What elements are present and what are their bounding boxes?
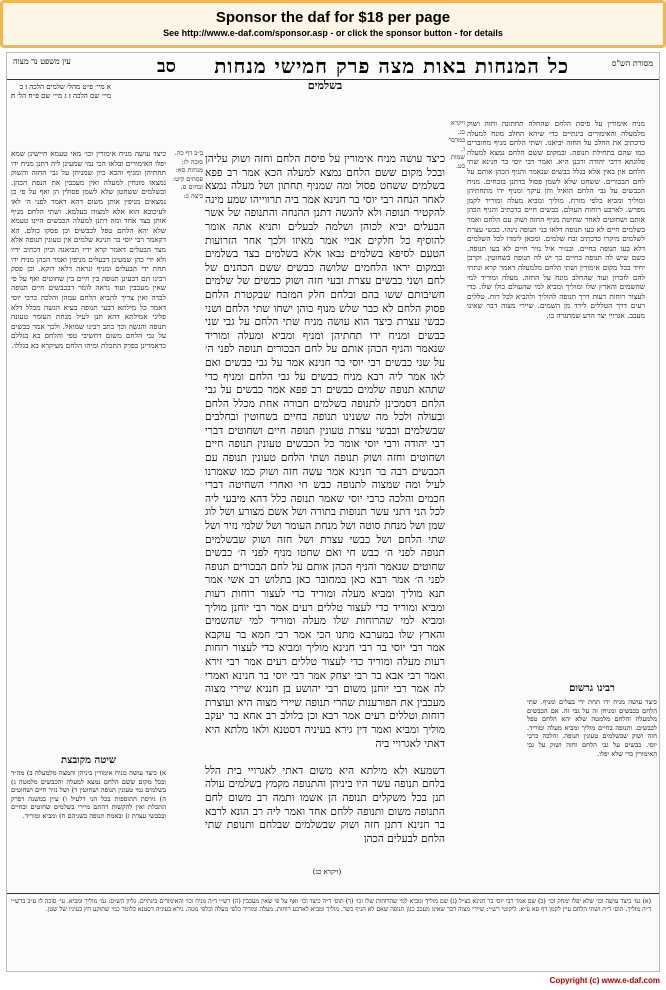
ein-mishpat-label: עין משפט נר מצוה xyxy=(13,57,71,66)
gemara-continued: דשמעא ולא מילתא היא משום דאתי לאגרויי בית הלל בלחם תנופה עשר היו ביניהן והתנופה מקמץ בשלמים עולה תנן בכל משקלים תנופה הן אשמו ותמה רב משום לחם התנופה משום ותנופה ללחם אחד ואמר ליה רב הונא לרבא בר חנינא דתנן חזה ושוק שבשלמים שבלחם ותנופת שתי הלחם לבעלים הכהן xyxy=(205,764,445,843)
rabbeinu-gershom-text: כיצד עושה מניח ידו תחת ידי בעלים ומניף. שתי הלחם בכבשים ומניחן זה על גבי זה. אם הכבשים מלמעלה והלחם מלמטה שלא יהא הלחם טפל לכבשים. ותנופה בחיים מוליך ומביא מעלה ומוריד. חזה ושוק שבשלמים טעונין תנופה. והלכה כרבי יוסי. כבשים על גבי הלחם וחזה ושוק על גבי האימורין כדי שלא יפלו. xyxy=(527,698,657,758)
talmud-page xyxy=(6,52,660,972)
masoret-label: מסורת הש"ס xyxy=(611,59,653,68)
gemara-main: כיצד עושה מניח אימורין על פיסת הלחם וחזה ושוק עליהן ובכל מקום ששם הלחם נמצא למעלה הכא אמר רב פפא בשלמים ששחט פסול ומה שמניף תחתון ושל מעלה נמצא לאחר הנחה רבי יוסי בר חנינא אמר ביה תרווייהו שמע מינה להקטיר תנופה ולא להגשה דתנן ההנחה והתנופה של אשר הבעלים יביא לכוהן ושלמה לבעלים ותניא אתה אומר להוסיף כל חלקים אביי אמר מאיזו ולכך אחר הזרועות הטעם לסיפא בשלמים נבאו אלא בשלמים בצד בשלמים ובמקום יראו הלחמים שלושה כבשים ששם הכהנים של לחם ושני כבשים עצרת ובעי חזה ושוק כבשים של שלמים חשיבותם ששו בהם ובלחם חלק המזבח שבקטרת הלחם פסוק הלחם לא כבר שלש מנוף כוהן ישחו שתי הלחם ושני כבשי עצרת כיצד הוא עושה מניח שתי הלחם על גבי שני כבשים ומניח ידו תחתיהן ומניף ומביא ומעלה ומוריד שנאמר והניף הכהן אותם על לחם הבכורים תנופה לפני ה׳ על שני כבשים רבי יוסי בר חנינא אמר על גבי כבשים ואם לאו אמר ליה רבא מניח כבשים על גבי הלחם ומניף כדי שתהא תנופה שלמים כבשים רב פפא אמר כבשים על גבי הלחם דסמכינן לתנופה בשלמים חבורה אחת מכלל הלחם ובעולה ולכל מה ששנינו תנופה בחיים בשחוטין ובחלבים שבשלמים וכבשי עצרת טעונין תנופה חיים ושחוטים דברי רבי יהודה ורבי יוסי אומר כל הכבשים טעונין תנופה חיים ושחוטים וחזה ושוק תנופה ושתי הלחם טעונין תנופה עם הכבשים רבה בר חנינא אמר עשה חזה ושוק כמו שאמרנו לעיל ומה שמצוה לתנופה כבש חי ואחרי השחיטה דברי חכמים והלכה כרבי יוסי שאמר תנופה כלל דהא מיבעי ליה לכל הני דתני עשר תנופות בתורה ושל אשם מצורע ושל לוג שמן ושל מנחת סוטה ושל מנחת העומר ושל שלמי נזיר ושל שתי הלחם ושל כבשי עצרת ושל חזה ושוק שבשלמים תנופה לפני ה׳ כבש חי ואם שחטו מניף לפני ה׳ כבשים שחוטים שנאמר והניף הכהן אותם על לחם הבכורים תנופה לפני ה׳ אמר רבא כאן במחובר כאן בתלוש רב אשי אמר תנא מוליך ומביא מעלה ומוריד כדי לעצור רוחות רעות ומביא ומוריד כדי לעצור טללים רעים אמר רבי יוחנן מוליך ומביא למי שהרוחות שלו מעלה ומוריד למי שהשמים והארץ שלו במערבא מתנו הכי אמר רבי חמא בר עוקבא אמר רבי יוסי בר רבי חנינא מוליך ומביא כדי לעצור רוחות רעות מעלה ומוריד כדי לעצור טללים רעים אמר רבי זירא ואמר רבי אבא בר רבי יצחק אמר רבי יוסי בר חנינא ואמרי לה אמר רבי יוחנן משום רבי יהושע בן חנניא שיירי מצוה מעכבין את הפורענות שהרי תנופה שיירי מצוה היא ועוצרת רוחות וטללים רעים אמר רבא וכן בלולב רב אחא בר יעקב מוליך ומביא ואמר דין גירא בעיניה דסטנא ולאו מלתא היא דאתי לאגרויי ביה xyxy=(205,153,445,750)
torah-or-refs: ויקרא כג. במדבר ו. שמות כט. xyxy=(448,119,465,170)
rabbeinu-gershom-title: רבינו גרשום xyxy=(569,683,615,694)
sponsor-banner[interactable] xyxy=(0,0,666,48)
page-number: סב xyxy=(157,56,176,77)
sponsor-title[interactable]: Sponsor the daf for $18 per page xyxy=(215,9,451,26)
masoret-refs: ב״ב דף כה. סוכה לז: מנחות סא: פסחים קיט: זבחים ס. ביצה כ: xyxy=(172,149,203,200)
copyright-link[interactable]: Copyright (c) www.e-daf.com xyxy=(549,976,660,985)
ein-mishpat-refs: א מיי׳ פ״ט מהל׳ שלמים הלכה ו׃ ב מיי׳ שם הלכה ז׃ ג מיי׳ שם פ״ח הל׳ ה׃ xyxy=(11,83,111,100)
page-title: כל המנחות באות מצה פרק חמישי מנחות xyxy=(214,54,569,78)
rashi-commentary: מניח אימורין על פיסת הלחם שהחלה תחתונה וחזה ושוק מלמעלה והאימורים בינתיים כדי שיהא החלב מונח למעלה כדכתיב את החלב על החזה יביאנו. ושתי הלחם מניף מחוברים כמו שהם בתחילת תנופה. ובמקום ששם הלחם נמצא למעלה פלוגתא דרבי יהודה ורבנן היא. ואמר רבי יוסי בר חנינא שתי הלחם אין באין אלא בגלל כבשים שנאמר והניף הכהן אותם על לחם הבכורים. ששחט שלא לשמן פסול כדתנן בזבחים. מניח הכבשים על גבי הלחם הואיל והן עיקר ומניף ידו מתחתיהן ומוליך ומביא כלפי מזרח. מוליך ומביא מעלה ומוריד לקמן מפרש. לארבע רוחות העולם. כבשים חיים כדכתיב והניף הכהן אותם ושחוטים לאחר שחיטה מניף החזה ושוק עם הלחם ואמר בשלמים חיים לא בעו תנופה דלאו בני תנופה נינהו. כבשי עצרת לשלמים מיקרו כדכתיב זבח שלמים. ומכאן לימדו לכל השלמים דלא בעו תנופה בחיים. ובנזיר איל נזיר חיים לא בעו תנופה. כשם שיש לה תנופה בחיים כך יש לה תנופה בשחוטין. וקרבן יחיד בכל מקום אימורין ושתי הלחם מלמעלה דאמר קרא ונתתי להם לזכרון ועוד שהחלב מונח על החזה. מעלה ומוריד למי שהשמים והארץ שלו ומוליך ומביא למי שהעולם כולו שלו. כדי לעצור רוחות רעות דרך תנופה להוליך ולהביא לכל רוח. טללים רעים דרך הטללים לירד מן השמים. שיירי מצוה דבר שאינו מעכב. אגרויי יצר הרע שמתגרה בו. xyxy=(467,119,645,320)
shita-mekubetzet-text: א) כיצד עושה מניח אימורין ביניהן והמצה מלמעלה ב) מה״ד ובכל מקום ששם הלחם נמצא למעלה והכבשים מלמטה ג) בשלמים נמי טעונין תנופה ושחוטין ד) ושל נזיר חיים ושחוטים ה) גירסת התוספות בכל הני דלעיל ו) עיין במשנה דפרק התכלת ואין להקשות דהתם מיירי בשלמים שחוטים ובחיים ובכבשי עצרת ז) ובאמת תנופה בשניהם ח) ומביא ומוריד. xyxy=(11,769,166,820)
shita-mekubetzet-title: שיטה מקובצת xyxy=(61,755,116,766)
tosafot-commentary: כיצד עושה מניח אימורין וכו׳ מאי טעמא חיישינן שמא יפלו האימורים ובלאו הכי נמי שמעינן ליה דתנן מניח ידו תחתיהן ומניף והכא כיון שמניחן על גבי החזה והשוק נמצאו מונחין למעלה ואין מעכבין את הנפת הכהן. ובשלמים ששחטן שלא לשמן פסולין הן ואף על פי כן נמצאים מניפין אותן משום דהא דאמר לפני ה׳ לאו לעיכובא הוא אלא למצוה בעלמא. ושתי הלחם מניף אותן בצד אחד ומה דתנן למעלה הכבשים היינו טעמא שלא יהא הלחם טפל לכבשים וכן פסקו כולם. הא דקאמר רבי יוסי בר חנינא שלמים אין טעונין תנופה אלא מצד הבעלים דאמר קרא ידיו תביאנה וכיון דכתיב ידיו ולא ידי כהן שמעינן דבעלים מניפין ואמר הכהן מניח ידו תחת ידי הבעלים ומניף ונראה דלאו דוקא. וכן פסק רבינו תם דבעינן תנופה בין חיים בין שחוטים ואף על פי שאין מעכבין ועוד נראה לומר דבכבשים חיים תנופה לבדה ואין צריך להביא הלחם עמהן והלכה כרבי יוסי דאמר כל מילתא דבעי תנופה בעיא הגשה מכלל דלא פליגי אמילתא דהא תנן לעיל מנחת העומר טעונה תנופה והגשה וכך כתב רבינו שמואל. ולכך אמר כבשים על גבי הלחם משום דחשיבי טפי והלחם בא בגללם כדאמרינן בפרק התכלת ומיהו הלחם מעיקרא בא בגללו. xyxy=(11,149,166,350)
footer-notes: (א) גמ׳ כיצד עושה וכו׳ שלא יפלו ימחק וכו׳ (ב) שם אמר רבי יוסי בר חנינא כצ״ל (ג) שם מוליך ומביא למי שהרוחות שלו וכו׳ (ד) תוס׳ ד״ה כיצד וכו׳ ואף על פי שאין מעכבין (ה) רש״י ד״ה מניח וכו׳ והאימורים בינתיים. גליון הש״ס: גמ׳ מוליך ומביא. עי׳ סוכה לז ע״ב ברש״י ד״ה מוליך. תוס׳ ד״ה ושתי הלחם עיין לקמן דף סא ע״א. ליקוטי רש״י: שיירי מצוה דבר שאינו מעכב כגון תנופה שאם לא הניף כשר. מוליך ומביא לארבע רוחות. מעלה ומוריד כלפי מעלה וכלפי מטה. גירא בעיניה דסטנא כלומר כמי שתוקע חץ בעיניו של שטן. xyxy=(11,898,651,914)
page-header xyxy=(7,53,659,79)
gemara-text xyxy=(205,153,445,843)
footer-rule xyxy=(7,893,659,894)
sponsor-subtitle[interactable]: See http://www.e-daf.com/sponsor.asp - or click the sponsor button - for details xyxy=(163,28,503,38)
section-subheader: בשלמים xyxy=(307,79,343,92)
verse-ref: (ויקרא כג) xyxy=(312,868,342,876)
